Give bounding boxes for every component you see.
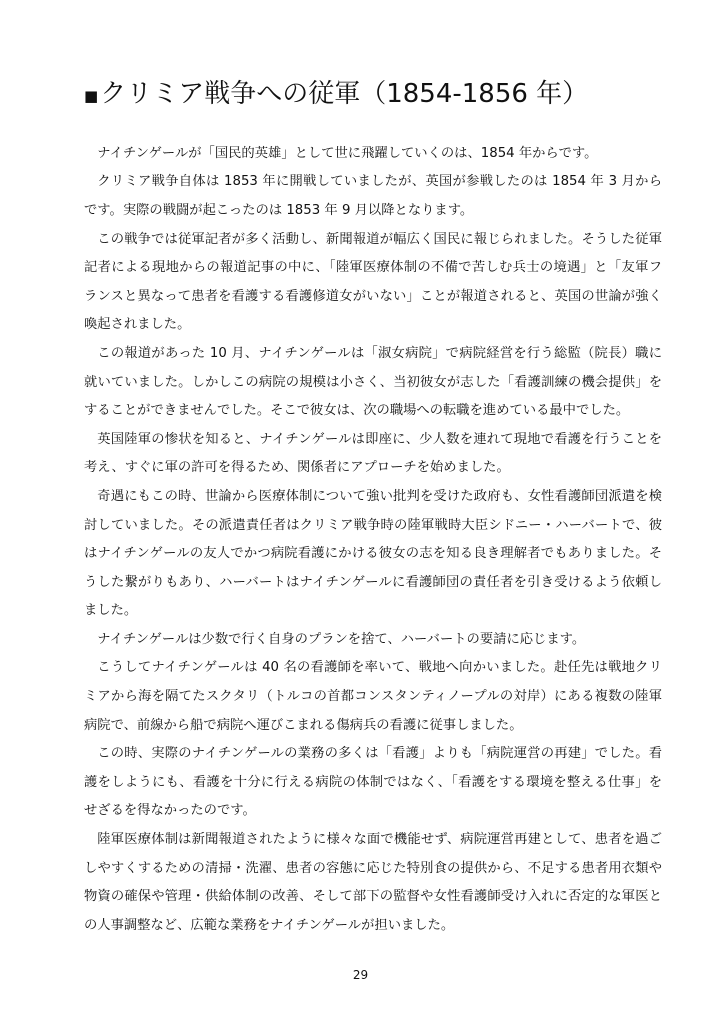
paragraph: クリミア戦争自体は 1853 年に開戦していましたが、英国が参戦したのは 1854 年 3 月からです。実際の戦闘が起こったのは 1853 年 9 月以降となります。 — [84, 174, 662, 218]
body-text — [84, 140, 662, 941]
page-number: 29 — [352, 968, 369, 982]
paragraph: この戦争では従軍記者が多く活動し、新聞報道が幅広く国民に報じられました。そうした従軍記者による現地からの報道記事の中に、「陸軍医療体制の不備で苦しむ兵士の境遇」と「友軍フランスと異なって患者を看護する看護修道女がいない」ことが報道されると、英国の世論が強く喚起されました。 — [84, 231, 662, 333]
paragraph: ナイチンゲールは少数で行く自身のプランを捨て、ハーバートの要請に応じます。 — [97, 631, 586, 647]
paragraph: ナイチンゲールが「国民的英雄」として世に飛躍していくのは、1854 年からです。 — [97, 145, 598, 161]
paragraph: こうしてナイチンゲールは 40 名の看護師を率いて、戦地へ向かいました。赴任先は戦地クリミアから海を隔てたスクタリ（トルコの首都コンスタンティノープルの対岸）にある複数の陸軍病院で、前線から船で病院へ運びこまれる傷病兵の看護に従事しました。 — [84, 660, 662, 733]
paragraph: 英国陸軍の惨状を知ると、ナイチンゲールは即座に、少人数を連れて現地で看護を行うことを考え、すぐに軍の許可を得るため、関係者にアプローチを始めました。 — [84, 431, 662, 476]
section-heading — [84, 78, 662, 112]
paragraph: 陸軍医療体制は新聞報道されたように様々な面で機能せず、病院運営再建として、患者を過ごしやすくするための清掃・洗濯、患者の容態に応じた特別食の提供から、不足する患者用衣類や物資の確保や管理・供給体制の改善、そして部下の監督や女性看護師受け入れに否定的な軍医との人事調整など、広範な業務をナイチンゲールが担いました。 — [84, 832, 662, 933]
square-bullet-icon: ■ — [84, 87, 99, 105]
paragraph: この報道があった 10 月、ナイチンゲールは「淑女病院」で病院経営を行う総監（院長）職に就いていました。しかしこの病院の規模は小さく、当初彼女が志した「看護訓練の機会提供」をすることができませんでした。そこで彼女は、次の職場への転職を進めている最中でした。 — [84, 345, 662, 419]
paragraph: 奇遇にもこの時、世論から医療体制について強い批判を受けた政府も、女性看護師団派遣を検討していました。その派遣責任者はクリミア戦争時の陸軍戦時大臣シドニー・ハーバートで、彼はナイチンゲールの友人でかつ病院看護にかける彼女の志を知る良き理解者でもありました。そうした繋がりもあり、ハーバートはナイチンゲールに看護師団の責任者を引き受けるよう依頼しました。 — [84, 488, 662, 619]
paragraph: この時、実際のナイチンゲールの業務の多くは「看護」よりも「病院運営の再建」でした。看護をしようにも、看護を十分に行える病院の体制ではなく、「看護をする環境を整える仕事」をせざるを得なかったのです。 — [84, 746, 662, 819]
section-title: クリミア戦争への従軍（1854-1856 年） — [100, 79, 589, 109]
page-content — [84, 78, 662, 940]
